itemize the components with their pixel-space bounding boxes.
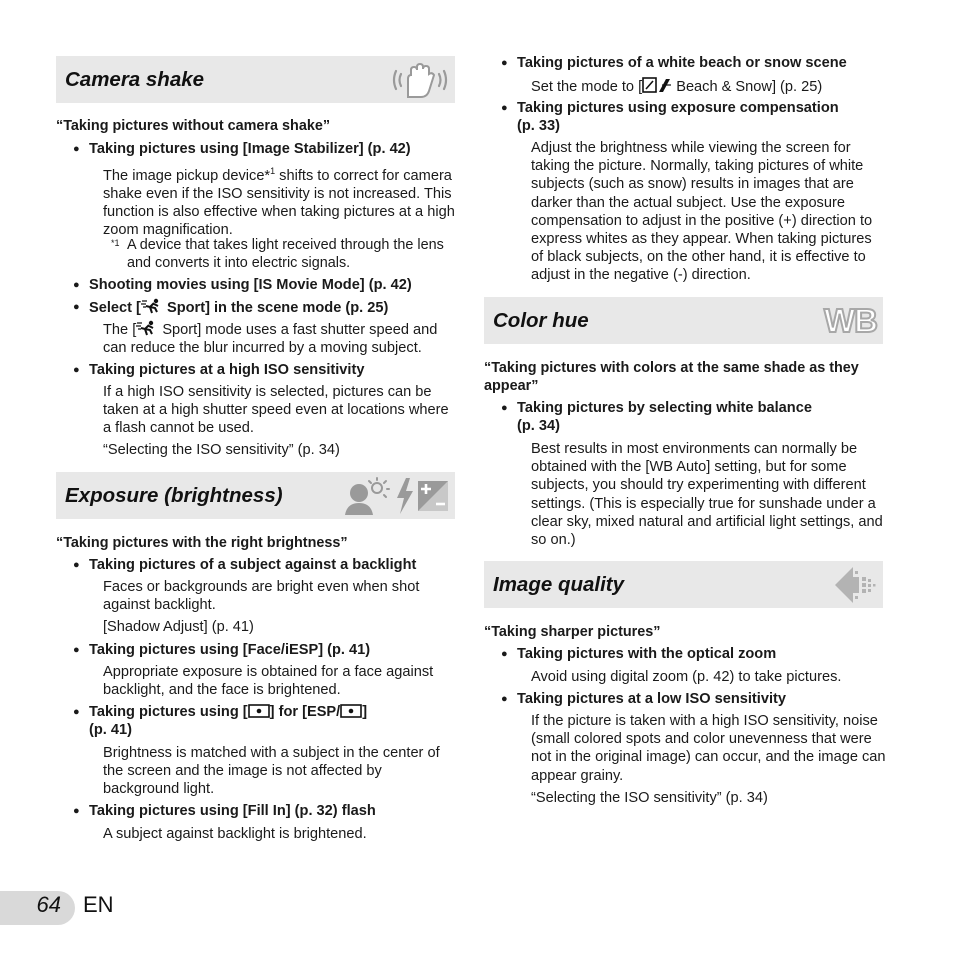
- low-iso-text: If the picture is taken with a high ISO sensitivity, noise (small colored spots and color unevenness that were not in the original image) can occur, and the image can appear grainy.: [531, 713, 886, 784]
- bullet-image-stabilizer: ● Taking pictures using [Image Stabilizer] (p. 42): [89, 140, 455, 158]
- beach-snow-text: Set the mode to [ Beach & Snow] (p. 25): [531, 79, 823, 95]
- flash-icon: [395, 477, 415, 515]
- exposure-compensation-icon: [417, 480, 449, 512]
- page-number-tab: [0, 891, 75, 925]
- bullet-sport-mode: ● Select [ Sport] in the scene mode (p. 25): [89, 298, 455, 317]
- exposure-compensation-text: Adjust the brightness while viewing the screen for taking the picture. Normally, taking pictures of white subjects (such as snow) results in images that are darker than the actual subject. Use the exposure compensation to adjust in the positive (+) direction to express whites as they appear. When taking pictures of black subjects, on the other hand, it is effective to adjust in the negative (-) direction.: [531, 140, 873, 284]
- bullet-beach-snow: ● Taking pictures of a white beach or snow scene: [517, 54, 883, 72]
- camera-shake-title: Camera shake: [65, 68, 205, 91]
- bullet-is-movie-mode: ● Shooting movies using [IS Movie Mode] (p. 42): [89, 276, 455, 294]
- bullet-face-iesp: ● Taking pictures using [Face/iESP] (p. 41): [89, 641, 455, 659]
- spot-metering-icon: [340, 704, 362, 718]
- backlight-face-icon: [345, 477, 393, 515]
- bullet-backlight: ● Taking pictures of a subject against a backlight: [89, 556, 455, 574]
- image-quality-title: Image quality: [493, 573, 625, 596]
- bullet-spot-metering: ● Taking pictures using [ ] for [ESP/ ] (p. 41): [89, 703, 455, 739]
- image-quality-header: [484, 561, 883, 608]
- color-hue-subheading: “Taking pictures with colors at the same shade as they appear”: [484, 360, 859, 395]
- bullet-fill-in: ● Taking pictures using [Fill In] (p. 32) flash: [89, 802, 455, 820]
- exposure-title: Exposure (brightness): [65, 484, 283, 507]
- page-language: EN: [83, 892, 114, 917]
- bullet-high-iso: ● Taking pictures at a high ISO sensitivity: [89, 361, 455, 379]
- iso-reference-right: “Selecting the ISO sensitivity” (p. 34): [531, 790, 768, 806]
- image-stabilizer-text: The image pickup device*$^1$ shifts to correct for camera shake even if the ISO sensitivity is not increased. This function is also effective when taking pictures at a high zoom magnification.: [103, 166, 455, 239]
- bullet-optical-zoom: ● Taking pictures with the optical zoom: [517, 645, 883, 663]
- spot-metering-text: Brightness is matched with a subject in the center of the screen and the image is not affected by background light.: [103, 745, 440, 798]
- camera-shake-header: [56, 56, 455, 103]
- page-number: 64: [36, 892, 61, 917]
- color-hue-header: [484, 297, 883, 344]
- camera-shake-subheading: “Taking pictures without camera shake”: [56, 118, 331, 134]
- iso-reference: “Selecting the ISO sensitivity” (p. 34): [103, 442, 340, 458]
- bullet-white-balance: ● Taking pictures by selecting white balance (p. 34): [517, 399, 883, 435]
- spot-metering-icon: [248, 704, 270, 718]
- exposure-subheading: “Taking pictures with the right brightness”: [56, 535, 348, 551]
- footnote: *1 A device that takes light received through the lens and converts it into electric signals.: [111, 236, 456, 272]
- shadow-adjust-reference: [Shadow Adjust] (p. 41): [103, 619, 254, 635]
- sport-mode-text: The [ Sport] mode uses a fast shutter speed and can reduce the blur incurred by a moving subject.: [103, 322, 438, 357]
- face-iesp-text: Appropriate exposure is obtained for a face against backlight, and the face is brightened.: [103, 664, 434, 699]
- beach-snow-icon: [642, 77, 672, 93]
- bullet-exposure-compensation: ● Taking pictures using exposure compensation (p. 33): [517, 99, 883, 135]
- backlight-text: Faces or backgrounds are bright even when shot against backlight.: [103, 579, 420, 614]
- optical-zoom-text: Avoid using digital zoom (p. 42) to take pictures.: [531, 669, 842, 685]
- sport-scene-icon: [141, 298, 163, 314]
- wb-icon: WB: [824, 302, 877, 339]
- image-quality-subheading: “Taking sharper pictures”: [484, 624, 661, 640]
- shaking-hand-icon: [391, 61, 449, 99]
- color-hue-title: Color hue: [493, 309, 589, 332]
- footnote-mark: *1: [111, 238, 120, 248]
- image-quality-icon: [833, 565, 877, 605]
- sport-scene-icon: [136, 320, 158, 336]
- fill-in-text: A subject against backlight is brightened.: [103, 826, 367, 842]
- high-iso-text: If a high ISO sensitivity is selected, pictures can be taken at a high shutter speed even at locations where a flash cannot be used.: [103, 384, 449, 437]
- bullet-low-iso: ● Taking pictures at a low ISO sensitivity: [517, 690, 883, 708]
- white-balance-text: Best results in most environments can normally be obtained with the [WB Auto] setting, but for some subjects, you should try experimenting with different settings. (This is especially true for sunshade under a clear sky, mixed natural and artificial light settings, and so on.): [531, 441, 883, 549]
- exposure-header: [56, 472, 455, 519]
